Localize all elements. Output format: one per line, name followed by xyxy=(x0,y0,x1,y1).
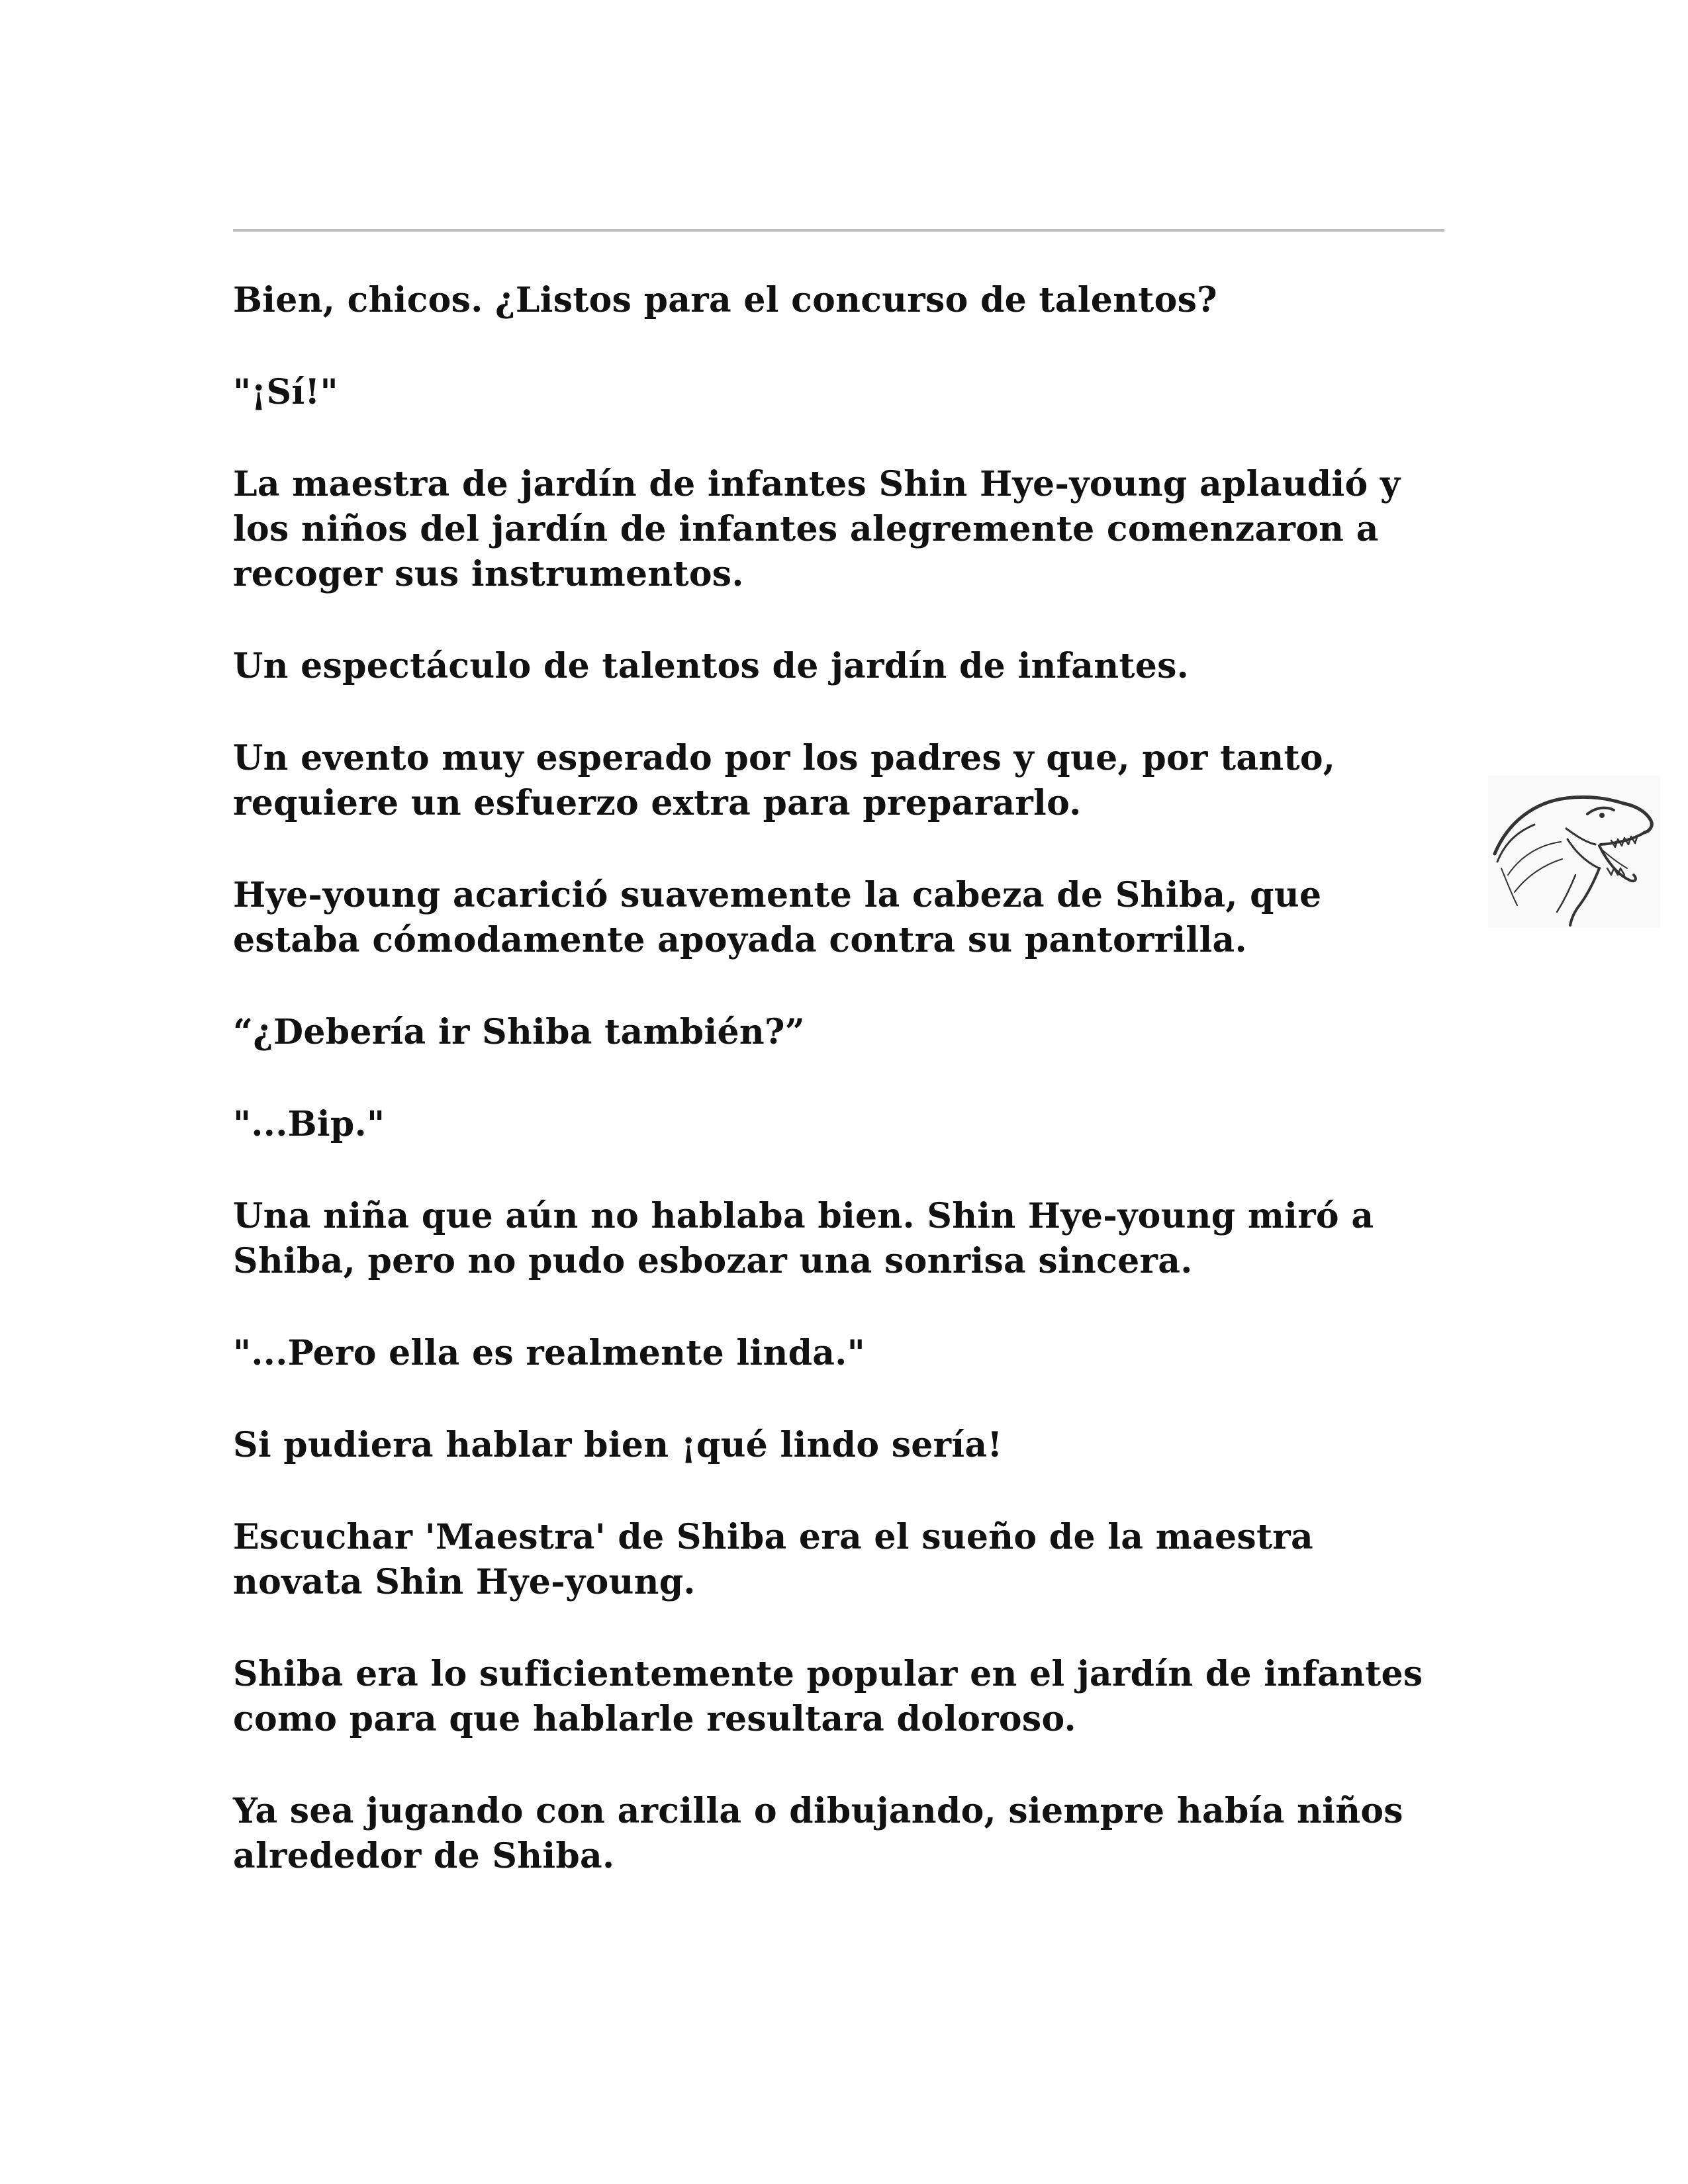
paragraph xyxy=(233,1194,1444,1284)
paragraph xyxy=(233,278,1444,323)
header-divider xyxy=(233,229,1444,232)
paragraph xyxy=(233,644,1444,689)
text-line: recoger sus instrumentos. xyxy=(233,554,744,594)
paragraph xyxy=(233,873,1444,963)
dinosaur-head-icon xyxy=(1488,776,1660,928)
text-line: "¡Sí!" xyxy=(233,372,338,412)
paragraph xyxy=(233,1515,1444,1605)
paragraph xyxy=(233,370,1444,415)
paragraph xyxy=(233,1102,1444,1147)
paragraph xyxy=(233,736,1444,826)
text-line: La maestra de jardín de infantes Shin Hye-young aplaudió y xyxy=(233,464,1401,504)
text-line: requiere un esfuerzo extra para prepararlo. xyxy=(233,783,1082,823)
document-body xyxy=(233,278,1444,1926)
text-line: alrededor de Shiba. xyxy=(233,1836,615,1876)
paragraph xyxy=(233,1423,1444,1468)
text-line: "...Pero ella es realmente linda." xyxy=(233,1333,866,1373)
text-line: Bien, chicos. ¿Listos para el concurso de talentos? xyxy=(233,280,1217,320)
text-line: novata Shin Hye-young. xyxy=(233,1562,696,1602)
text-line: Hye-young acarició suavemente la cabeza de Shiba, que xyxy=(233,875,1322,915)
text-line: Ya sea jugando con arcilla o dibujando, siempre había niños xyxy=(233,1791,1403,1831)
paragraph xyxy=(233,1789,1444,1879)
text-line: como para que hablarle resultara doloroso. xyxy=(233,1699,1076,1739)
paragraph xyxy=(233,462,1444,597)
paragraph xyxy=(233,1010,1444,1055)
text-line: Si pudiera hablar bien ¡qué lindo sería! xyxy=(233,1425,1003,1465)
text-line: estaba cómodamente apoyada contra su pantorrilla. xyxy=(233,920,1247,960)
text-line: Shiba era lo suficientemente popular en el jardín de infantes xyxy=(233,1654,1423,1694)
text-line: Un evento muy esperado por los padres y que, por tanto, xyxy=(233,738,1336,778)
text-line: Una niña que aún no hablaba bien. Shin Hye-young miró a xyxy=(233,1196,1374,1236)
text-line: Shiba, pero no pudo esbozar una sonrisa sincera. xyxy=(233,1241,1193,1281)
text-line: Un espectáculo de talentos de jardín de infantes. xyxy=(233,646,1190,686)
text-line: “¿Debería ir Shiba también?” xyxy=(233,1012,805,1052)
text-line: Escuchar 'Maestra' de Shiba era el sueño de la maestra xyxy=(233,1517,1313,1557)
paragraph xyxy=(233,1652,1444,1742)
text-line: los niños del jardín de infantes alegremente comenzaron a xyxy=(233,509,1379,549)
text-line: "...Bip." xyxy=(233,1104,385,1144)
paragraph xyxy=(233,1331,1444,1376)
